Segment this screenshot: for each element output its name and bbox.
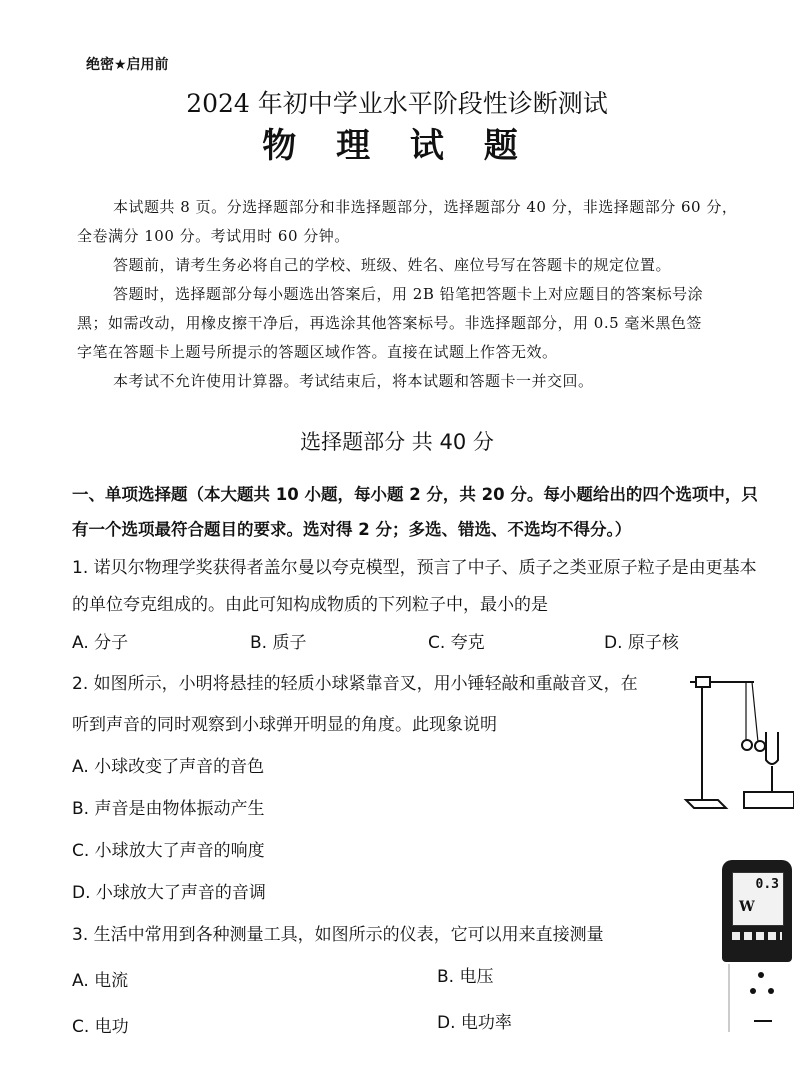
q2-option-d: D. 小球放大了声音的音调 <box>72 883 266 903</box>
secret-label: 绝密★启用前 <box>86 57 169 73</box>
meter-display <box>732 872 784 926</box>
part-title-line-1: 一、单项选择题（本大题共 10 小题，每小题 2 分，共 20 分。每小题给出的四个选项中，只 <box>72 485 758 504</box>
part-title-line-2: 有一个选项最符合题目的要求。选对得 2 分；多选、错选、不选均不得分。） <box>72 520 632 539</box>
q1-option-d: D. 原子核 <box>604 633 679 653</box>
exam-title: 2024 年初中学业水平阶段性诊断测试 <box>186 89 608 118</box>
instruction-line-3: 答题前，请考生务必将自己的学校、班级、姓名、座位号写在答题卡的规定位置。 <box>113 256 672 274</box>
q2-option-b: B. 声音是由物体振动产生 <box>72 799 265 819</box>
q2-stem-line-1: 2. 如图所示，小明将悬挂的轻质小球紧靠音叉，用小锤轻敲和重敲音叉，在 <box>72 674 638 694</box>
q2-option-c: C. 小球放大了声音的响度 <box>72 841 265 861</box>
instruction-line-7: 本考试不允许使用计算器。考试结束后，将本试题和答题卡一并交回。 <box>113 372 594 390</box>
q2-stem-line-2: 听到声音的同时观察到小球弹开明显的角度。此现象说明 <box>72 715 497 735</box>
q3-option-c: C. 电功 <box>72 1017 129 1037</box>
q3-option-b: B. 电压 <box>437 967 494 987</box>
power-meter-figure <box>722 860 794 1032</box>
q2-option-a: A. 小球改变了声音的音色 <box>72 757 265 777</box>
stand-base <box>686 800 726 808</box>
q3-option-d: D. 电功率 <box>437 1013 512 1033</box>
instruction-line-2: 全卷满分 100 分。考试用时 60 分钟。 <box>77 227 350 245</box>
instruction-line-4: 答题时，选择题部分每小题选出答案后，用 2B 铅笔把答题卡上对应题目的答案标号涂 <box>113 285 704 303</box>
meter-buttons <box>732 932 782 940</box>
section-heading: 选择题部分 共 40 分 <box>300 430 494 454</box>
q1-option-c: C. 夸克 <box>428 633 485 653</box>
q3-option-a: A. 电流 <box>72 971 129 991</box>
q1-stem-line-2: 的单位夸克组成的。由此可知构成物质的下列粒子中，最小的是 <box>72 595 548 615</box>
q1-option-a: A. 分子 <box>72 633 129 653</box>
q1-stem-line-1: 1. 诺贝尔物理学奖获得者盖尔曼以夸克模型，预言了中子、质子之类亚原子粒子是由更基本 <box>72 558 757 578</box>
instruction-line-1: 本试题共 8 页。分选择题部分和非选择题部分，选择题部分 40 分，非选择题部分 60 分， <box>113 198 738 216</box>
subject-title: 物 理 试 题 <box>262 126 532 166</box>
q3-stem: 3. 生活中常用到各种测量工具，如图所示的仪表，它可以用来直接测量 <box>72 925 604 945</box>
clamp <box>696 677 710 687</box>
instruction-line-5: 黑；如需改动，用橡皮擦干净后，再选涂其他答案标号。非选择题部分，用 0.5 毫米黑色签 <box>77 314 702 332</box>
meter-socket <box>728 964 788 1032</box>
meter-unit: W <box>739 899 755 915</box>
tuning-fork <box>766 732 778 764</box>
q1-option-b: B. 质子 <box>250 633 307 653</box>
instruction-line-6: 字笔在答题卡上题号所提示的答题区域作答。直接在试题上作答无效。 <box>77 343 558 361</box>
resonance-box <box>744 792 794 808</box>
small-ball <box>742 740 752 750</box>
tuning-fork-figure <box>672 668 794 828</box>
meter-reading: 0.3 <box>755 877 779 892</box>
